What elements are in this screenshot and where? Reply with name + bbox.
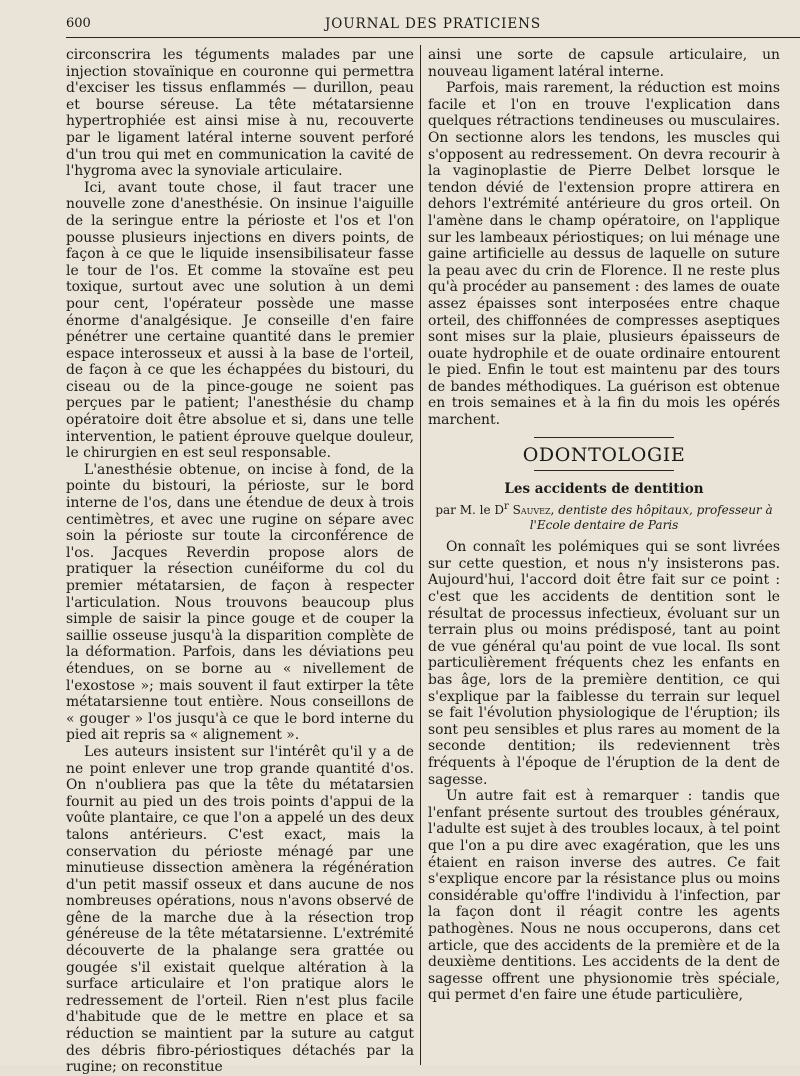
paragraph: Un autre fait est à remarquer : tandis que l'enfant présente surtout des troubles généraux, l'adulte est sujet à des troubles locaux, à tel point que l'on a pu dire avec exagération, que les uns étaient en raison inverse des autres. Ce fait s'explique encore par la résistance plus ou moins considérable qu'offre l'individu à l'infection, par la façon dont il réagit contre les agents pathogènes. Nous ne nous occuperons, dans cet article, que des accidents de la première et de la deuxième dentitions. Les accidents de la dent de sagesse offrent une physionomie très spéciale, qui permet d'en faire une étude particulière, [428, 788, 780, 1004]
byline-sup: r [504, 501, 509, 513]
paragraph: Les auteurs insistent sur l'intérêt qu'il y a de ne point enlever une trop grande quantité d'os. On n'oubliera pas que la tête du métatarsien fournit au pied un des trois points d'appui de la voûte plantaire, ce que l'on a appelé un des deux talons antérieurs. C'est exact, mais la conservation du périoste ménagé par une minutieuse dissection amènera la régénération d'un petit massif osseux et dans aucune de nos nombreuses opérations, nous n'avons observé de gêne de la marche due à la résection trop généreuse de la tête métatarsienne. L'extrémité découverte de la phalange sera grattée ou gougée s'il existait quelque altération à la surface articulaire et l'on pratique alors le redressement de l'orteil. Rien n'est plus facile d'habitude que de le mettre en place et sa réduction se maintient par la suture au catgut des débris fibro-périostiques détachés par la rugine; on reconstitue [66, 743, 414, 1076]
paragraph: Parfois, mais rarement, la réduction est moins facile et l'on en trouve l'explication dans quelques rétractions tendineuses ou musculaires. On sectionne alors les tendons, les muscles qui s'opposent au redressement. On devra recourir à la vaginoplastie de Pierre Delbet lorsque le tendon dévié de l'extension propre attirera en dehors l'extrémité antérieure du gros orteil. On l'amène dans le champ opératoire, on l'applique sur les lambeaux périostiques; on lui ménage une gaine artificielle au dessus de laquelle on suture la peau avec du crin de Florence. Il ne reste plus qu'à procéder au pansement : des lames de ouate assez épaisses sont interposées entre chaque orteil, des chiffonnées de compresses aseptiques sont mises sur la plaie, plusieurs épaisseurs de ouate hydrophile et de ouate ordinaire entourent le pied. Enfin le tout est maintenu par des tours de bandes méthodiques. La guérison est obtenue en trois semaines et à la fin du mois les opérés marchent. [428, 80, 780, 429]
page-header [66, 14, 800, 36]
journal-title: JOURNAL DES PRATICIENS [324, 16, 542, 32]
section-rule-bottom [534, 470, 674, 471]
byline [428, 499, 780, 533]
paragraph: On connaît les polémiques qui se sont livrées sur cette question, et nous n'y insisterons pas. Aujourd'hui, l'accord doit être fait sur ce point : c'est que les accidents de dentition sont le résultat de processus infectieux, évoluant sur un terrain plus ou moins prédisposé, tant au point de vue général qu'au point de vue local. Ils sont particulièrement fréquents chez les enfants en bas âge, lors de la première dentition, ce qui s'explique par la faiblesse du terrain sur lequel se fait l'évolution physiologique de l'éruption; ils sont peu sensibles et plus rares au moment de la seconde dentition; ils redeviennent très fréquents à l'époque de l'éruption de la dent de sagesse. [428, 539, 780, 788]
section-rule-top [534, 437, 674, 438]
paragraph: Ici, avant toute chose, il faut tracer une nouvelle zone d'anesthésie. On insinue l'aiguille de la seringue entre la périoste et l'os et l'on pousse plusieurs injections en divers points, de façon à ce que le liquide insensibilisateur fasse le tour de l'os. Et comme la stovaïne est peu toxique, surtout avec une solution à un demi pour cent, l'opérateur possède une masse énorme d'analgésique. Je conseille d'en faire pénétrer une certaine quantité dans le premier espace interosseux et aussi à la base de l'orteil, de façon à ce que les échappées du bistouri, du ciseau ou de la pince-gouge ne soient pas perçues par le patient; l'anesthésie du champ opératoire doit être absolue et si, dans une telle intervention, le patient éprouve quelque douleur, le chirurgien en est seul responsable. [66, 179, 414, 462]
right-column [428, 47, 780, 1004]
paragraph: circonscrira les téguments malades par une injection stovaïnique en couronne qui permettra d'exciser les tissus enflammés — durillon, peau et bourse séreuse. La tête métatarsienne hypertrophiée est ainsi mise à nu, recouverte par le ligament latéral interne souvent perforé d'un trou qui met en communication la cavité de l'hygroma avec la synoviale articulaire. [66, 47, 414, 180]
article-title: Les accidents de dentition [504, 480, 704, 497]
left-column [66, 47, 414, 1076]
page-number: 600 [66, 16, 91, 31]
paragraph: L'anesthésie obtenue, on incise à fond, de la pointe du bistouri, la périoste, sur le bord interne de l'os, dans une étendue de deux à trois centimètres, et avec une rugine on sépare avec soin la périoste sur toute la circonférence de l'os. Jacques Reverdin propose alors de pratiquer la résection cunéiforme du col du premier métatarsien, de façon à respecter l'articulation. Nous trouvons beaucoup plus simple de saisir la pince gouge et de couper la saillie osseuse jusqu'à la disparition complète de la déformation. Parfois, dans les déviations peu étendues, on se borne au « nivellement de l'exostose »; mais souvent il faut extirper la tête métatarsienne tout entière. Nous conseillons de « gouger » l'os jusqu'à ce que le bord interne du pied ait repris sa « alignement ». [66, 461, 414, 744]
header-rule [66, 37, 800, 38]
byline-author: Sauvez, [512, 503, 555, 518]
paragraph: ainsi une sorte de capsule articulaire, un nouveau ligament latéral interne. [428, 47, 780, 80]
byline-affiliation: dentiste des hôpitaux, professeur à l'Ecole dentaire de Paris [529, 503, 773, 533]
byline-prefix: par M. le D [435, 503, 505, 518]
section-title: ODONTOLOGIE [522, 443, 686, 466]
section-heading-block [428, 437, 780, 471]
column-divider [420, 45, 421, 1065]
